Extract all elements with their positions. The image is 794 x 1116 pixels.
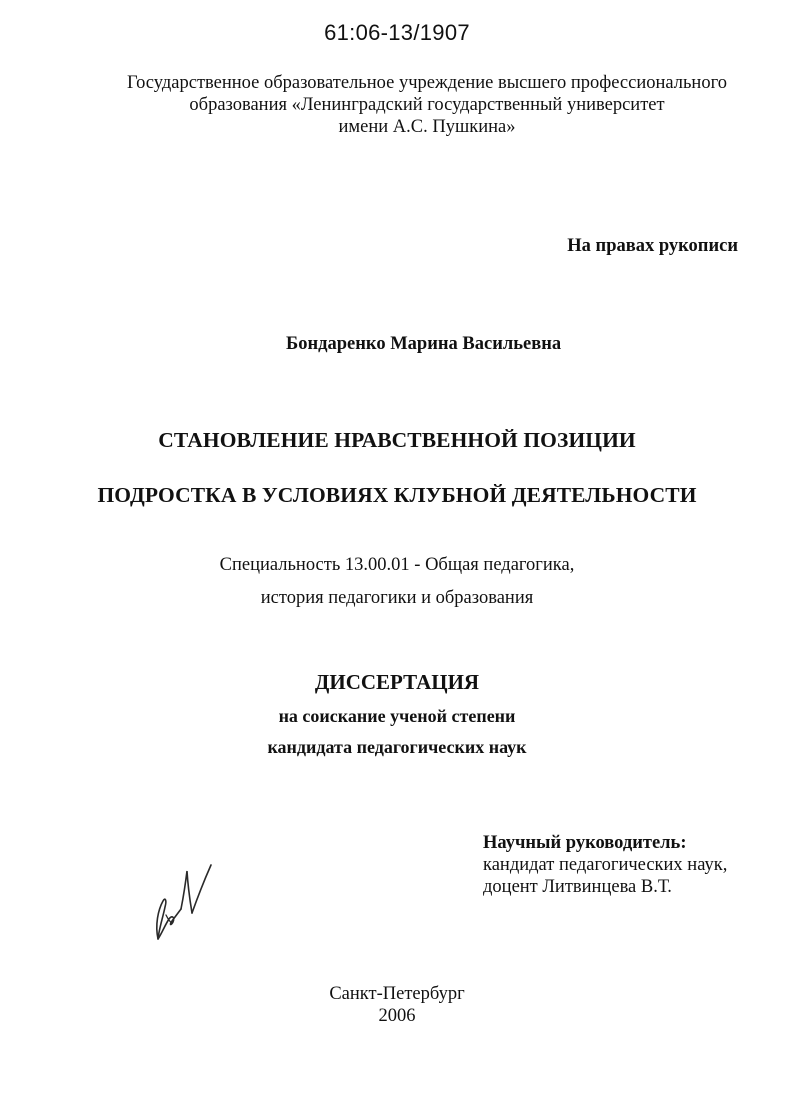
handwritten-signature	[145, 855, 220, 955]
supervisor-label: Научный руководитель:	[483, 833, 687, 853]
title-line: СТАНОВЛЕНИЕ НРАВСТВЕННОЙ ПОЗИЦИИ	[158, 428, 636, 452]
specialty-line: история педагогики и образования	[260, 588, 534, 608]
degree-line: на соискание ученой степени	[278, 706, 516, 726]
document-code: 61:06-13/1907	[324, 20, 470, 45]
rights-notice: На правах рукописи	[567, 236, 738, 256]
supervisor-line: доцент Литвинцева В.Т.	[483, 877, 672, 897]
title-line: ПОДРОСТКА В УСЛОВИЯХ КЛУБНОЙ ДЕЯТЕЛЬНОСТИ	[97, 483, 697, 507]
author-name: Бондаренко Марина Васильевна	[286, 334, 562, 354]
city: Санкт-Петербург	[329, 984, 465, 1004]
work-type: ДИССЕРТАЦИЯ	[314, 670, 480, 694]
institution-name	[100, 72, 754, 138]
institution-line: Государственное образовательное учреждение высшего профессионального	[127, 73, 727, 93]
year: 2006	[378, 1006, 416, 1026]
degree-line: кандидата педагогических наук	[267, 737, 527, 757]
institution-line: образования «Ленинградский государственный университет	[189, 95, 665, 115]
supervisor-block	[483, 832, 727, 898]
institution-line: имени А.С. Пушкина»	[338, 117, 516, 137]
supervisor-line: кандидат педагогических наук,	[483, 855, 728, 875]
specialty-line: Специальность 13.00.01 - Общая педагогика,	[219, 555, 575, 575]
